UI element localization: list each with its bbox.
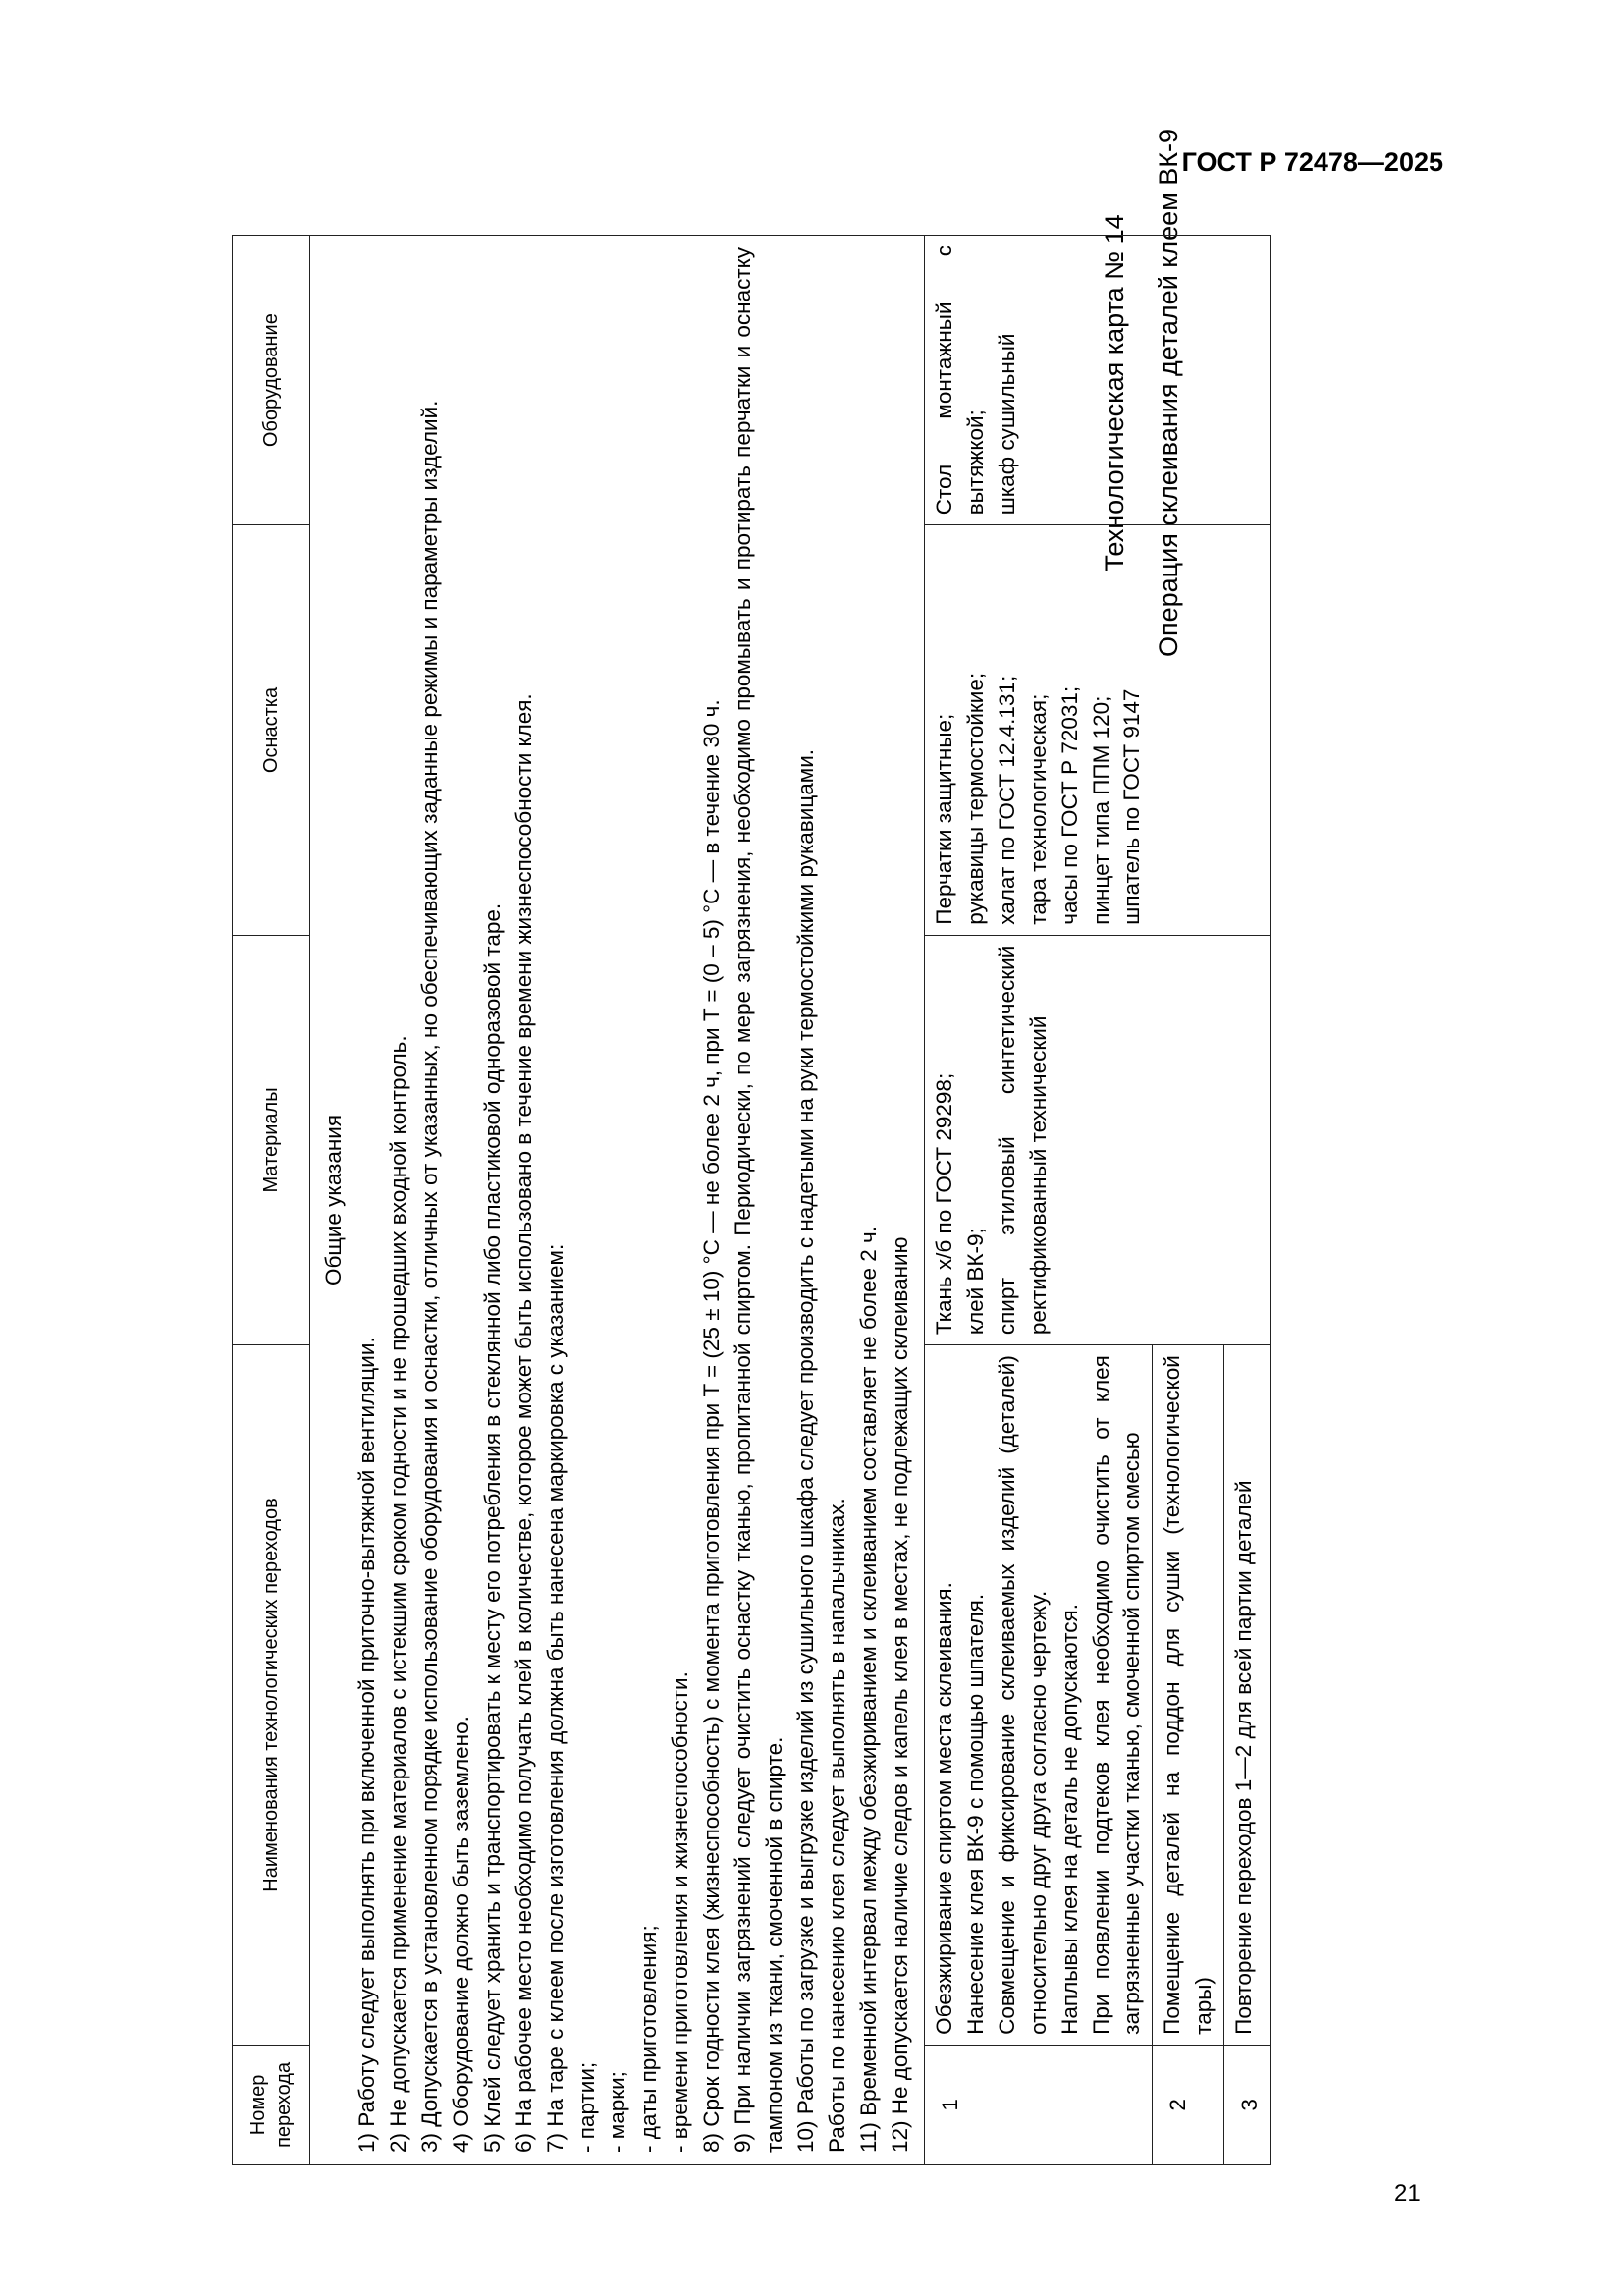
table-row: [924, 236, 1153, 2165]
general-line: 8) Срок годности клея (жизнеспособность) с момента приготовления при T = (25 ± 10) °C — не более 2 ч, при T = (0 – 5) °C — в течение 30 ч.: [699, 699, 725, 2153]
equipment-line: шкаф сушильный: [994, 333, 1019, 516]
general-instructions-cell: [310, 236, 925, 2165]
material-line: спирт этиловый синтетический ректификованный технический: [994, 945, 1051, 1336]
general-title: Общие указания: [321, 1114, 346, 1286]
general-line: - даты приготовления;: [636, 1925, 662, 2153]
operation-title: Операция склеивания деталей клеем ВК-9: [1154, 129, 1183, 657]
col-header-equipment: Оборудование: [233, 236, 310, 525]
equipment-cell: [924, 236, 1270, 525]
step-number: 1: [924, 2045, 1153, 2164]
general-instructions-row: [310, 236, 925, 2165]
operation-line: Помещение деталей на поддон для сушки (технологической тары): [1160, 1355, 1217, 2035]
operation-line: При появлении подтеков клея необходимо очистить от клея загрязненные участки тканью, смоченной спиртом смесью: [1088, 1355, 1145, 2035]
tech-card-table-wrapper: [232, 235, 1430, 2165]
tooling-line: пинцет типа ППМ 120;: [1088, 695, 1113, 925]
page-number: 21: [1394, 2180, 1421, 2207]
material-line: Ткань х/б по ГОСТ 29298;: [931, 1072, 956, 1336]
step-number: 2: [1153, 2045, 1224, 2164]
material-line: клей ВК-9;: [962, 1228, 988, 1336]
materials-cell: [924, 935, 1270, 1344]
operation-line: Совмещение и фиксирование склеиваемых изделий (деталей) относительно друг друга согласно чертежу.: [994, 1355, 1051, 2035]
tooling-line: шпатель по ГОСТ 9147: [1119, 688, 1145, 925]
general-line: 12) Не допускается наличие следов и капель клея в местах, не подлежащих склеиванию: [887, 1236, 912, 2153]
step-operations: [1153, 1345, 1224, 2046]
col-header-ops: Наименования технологических переходов: [233, 1345, 310, 2046]
operation-line: Нанесение клея ВК-9 с помощью шпателя.: [962, 1593, 988, 2035]
operation-line: Повторение переходов 1—2 для всей партии деталей: [1231, 1480, 1257, 2035]
col-header-tooling: Оснастка: [233, 525, 310, 935]
step-operations: [924, 1345, 1153, 2046]
tooling-cell: [924, 525, 1270, 935]
tech-card-table: [232, 235, 1271, 2165]
operation-line: Наплывы клея на деталь не допускаются.: [1056, 1604, 1082, 2035]
general-line: - времени приготовления и жизнеспособности.: [668, 1671, 693, 2153]
standard-number: ГОСТ Р 72478—2025: [1181, 147, 1443, 177]
card-title: Технологическая карта № 14: [1100, 214, 1129, 572]
general-line: 11) Временной интервал между обезжириванием и склеиванием составляет не более 2 ч.: [855, 1226, 881, 2153]
general-line: - партии;: [573, 2061, 599, 2153]
step-number: 3: [1224, 2045, 1271, 2164]
tooling-line: Перчатки защитные;: [931, 713, 956, 925]
general-line: 6) На рабочее место необходимо получать клей в количестве, которое может быть использовано в течение времени жизнеспособности клея.: [511, 693, 536, 2153]
general-line: 1) Работу следует выполнять при включенной приточно-вытяжной вентиляции.: [353, 1337, 379, 2153]
general-line: 3) Допускается в установленном порядке использование оборудования и оснастки, отличных от указанных, но обеспечивающих заданные режимы и параметры изделий.: [416, 400, 442, 2153]
tooling-line: рукавицы термостойкие;: [962, 672, 988, 925]
general-line: 7) На таре с клеем после изготовления должна быть нанесена маркировка с указанием:: [542, 1243, 568, 2153]
general-line: 10) Работы по загрузке и выгрузке изделий из сушильного шкафа следует производить с надетыми на руки термостойкими рукавицами.: [793, 748, 819, 2153]
col-header-num: Номер перехода: [233, 2045, 310, 2164]
equipment-line: Стол монтажный с вытяжкой;: [931, 246, 988, 516]
general-line: 9) При наличии загрязнений следует очистить оснастку тканью, пропитанной спиртом. Периодически, по мере загрязнения, необходимо промывать и протирать перчатки и оснастку тампоном из ткани, смоченной в спирте.: [730, 247, 787, 2153]
general-line: Работы по нанесению клея следует выполнять в напальчниках.: [825, 1498, 849, 2153]
general-line: 4) Оборудование должно быть заземлено.: [448, 1716, 473, 2153]
tooling-line: тара технологическая;: [1025, 693, 1051, 925]
general-line: 5) Клей следует хранить и транспортировать к месту его потребления в стеклянной либо пластиковой одноразовой таре.: [479, 902, 505, 2153]
operation-line: Обезжиривание спиртом места склеивания.: [931, 1582, 956, 2035]
general-line: 2) Не допускается применение материалов с истекшим сроком годности и не прошедших входной контроль.: [385, 1035, 410, 2153]
tooling-line: халат по ГОСТ 12.4.131;: [994, 675, 1019, 925]
table-header-row: [233, 236, 310, 2165]
tooling-line: часы по ГОСТ Р 72031;: [1056, 685, 1082, 925]
step-operations: [1224, 1345, 1271, 2046]
col-header-materials: Материалы: [233, 935, 310, 1344]
general-line: - марки;: [605, 2071, 630, 2153]
